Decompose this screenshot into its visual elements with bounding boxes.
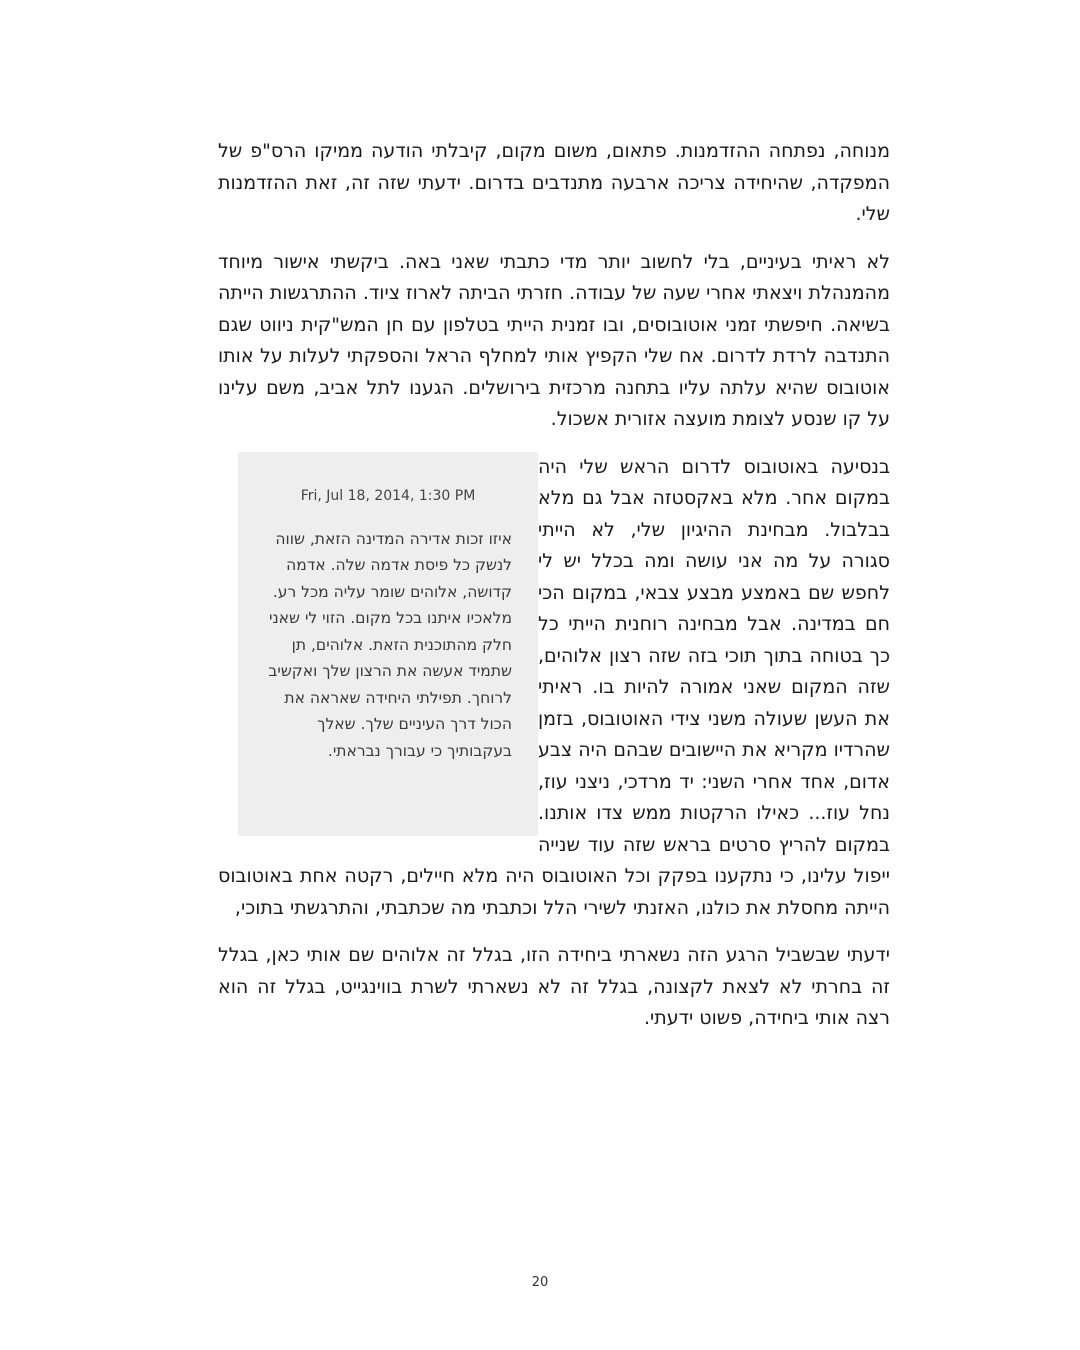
paragraph-2: לא ראיתי בעיניים, בלי לחשוב יותר מדי כתבתי שאני באה. ביקשתי אישור מיוחד מהמנהלת ויצאתי אחרי שעה של עבודה. חזרתי הביתה לארוז ציוד. ההתרגשות הייתה בשיאה. חיפשתי זמני אוטובוסים, ובו זמנית הייתי בטלפון עם חן המש"קית ניווט שגם התנדבה לרדת לדרום. אח שלי הקפיץ אותי למחלף הראל והספקתי לעלות על אותו אוטובוס שהיא עלתה עליו בתחנה מרכזית בירושלים. הגענו לתל אביב, משם עלינו על קו שנסע לצומת מועצה אזורית אשכול. [218, 250, 890, 430]
book-page-content [218, 136, 890, 1051]
note-date: Fri, Jul 18, 2014, 1:30 PM [300, 487, 476, 504]
diary-note-box [238, 452, 538, 836]
paragraph-4: ידעתי שבשביל הרגע הזה נשארתי ביחידה הזו, בגלל זה אלוהים שם אותי כאן, בגלל זה בחרתי לא לצאת לקצונה, בגלל זה לא נשארתי לשרת בווינגייט, בגלל זה הוא רצה אותי ביחידה, פשוט ידעתי. [218, 944, 890, 1029]
note-text: איזו זכות אדירה המדינה הזאת, שווה לנשק כל פיסת אדמה שלה. אדמה קדושה, אלוהים שומר עליה מכל רע. מלאכיו איתנו בכל מקום. הזוי לי שאני חלק מהתוכנית הזאת. אלוהים, תן שתמיד אעשה את הרצון שלך ואקשיב לרוחך. תפילתי היחידה שאראה את הכול דרך העיניים שלך. שאלך בעקבותיך כי עבורך נבראתי. [268, 529, 512, 760]
paragraph-3: בנסיעה באוטובוס לדרום הראש שלי היה במקום אחר. מלא באקסטזה אבל גם מלא בבלבול. מבחינת ההיגיון שלי, לא הייתי סגורה על מה אני עושה ומה בכלל יש לי לחפש שם באמצע מבצע צבאי, במקום הכי חם במדינה. אבל מבחינה רוחנית הייתי כל כך בטוחה בתוך תוכי בזה שזה רצון אלוהים, שזה המקום שאני אמורה להיות בו. ראיתי את העשן שעולה משני צידי האוטובוס, בזמן שהרדיו מקריא את היישובים שבהם היה צבע אדום, אחד אחרי השני: יד מרדכי, ניצני עוז, נחל עוז... כאילו הרקטות ממש צדו אותנו. במקום להריץ סרטים בראש שזה עוד שנייה ייפול עלינו, כי נתקענו בפקק וכל האוטובוס היה מלא חיילים, רקטה אחת באוטובוס הייתה מחסלת את כולנו, האזנתי לשירי הלל וכתבתי מה שכתבתי, והתרגשתי בתוכי, [218, 455, 890, 919]
page-number: 20 [531, 1275, 549, 1290]
paragraph-1: מנוחה, נפתחה ההזדמנות. פתאום, משום מקום, קיבלתי הודעה ממיקו הרס"פ של המפקדה, שהיחידה צריכה ארבעה מתנדבים בדרום. ידעתי שזה זה, זאת ההזדמנות שלי. [218, 140, 890, 225]
